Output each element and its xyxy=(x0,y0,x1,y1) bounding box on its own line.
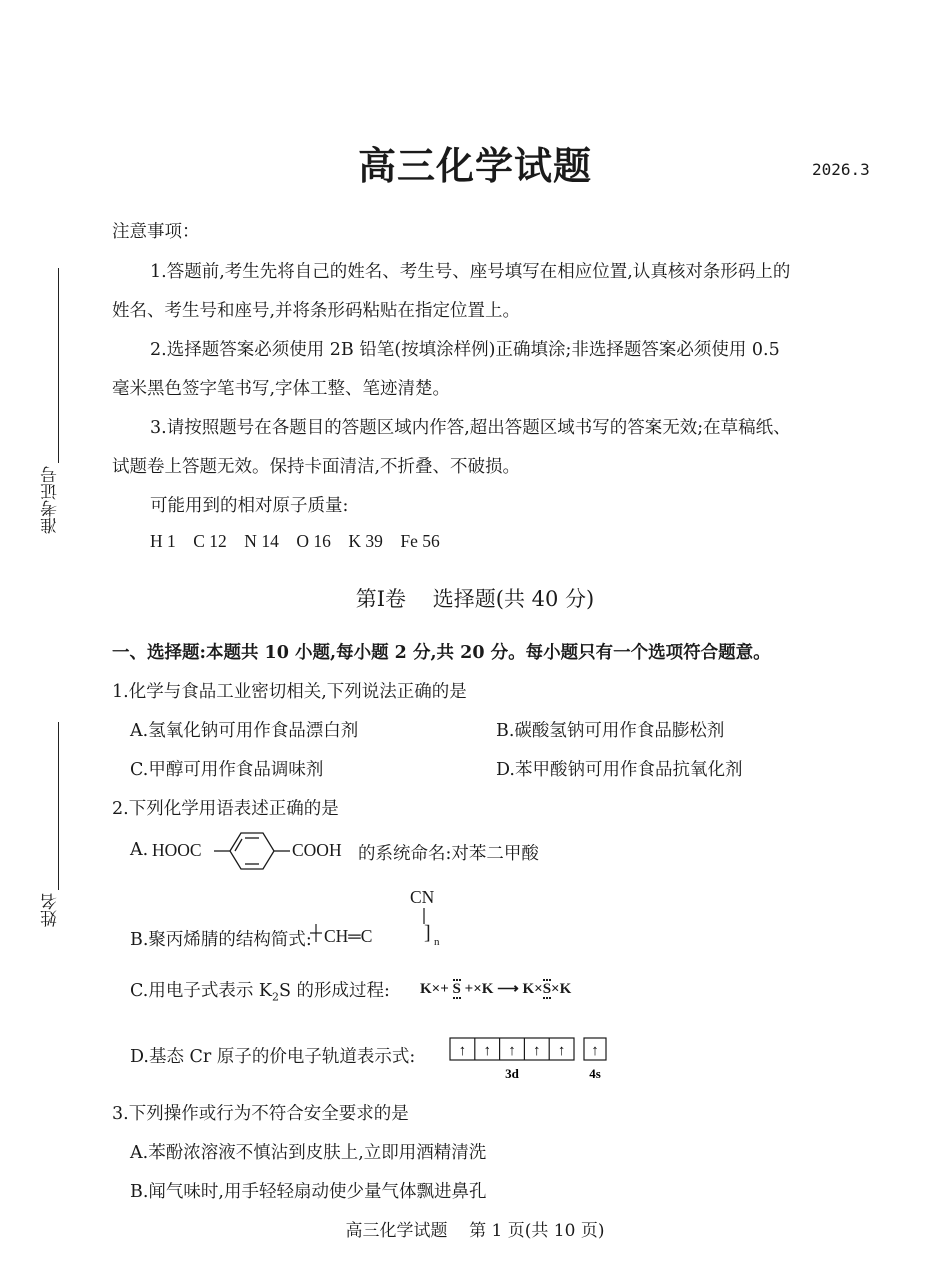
ed-arrow: ⟶ xyxy=(497,981,519,997)
q2-option-d-text: D.基态 Cr 原子的价电子轨道表示式: xyxy=(130,1047,416,1067)
exam-id-line xyxy=(58,268,59,463)
benzene-ring-diagram xyxy=(214,829,294,873)
page-title: 高三化学试题 xyxy=(357,144,592,188)
orbital-arrow-4: ↑ xyxy=(533,1043,541,1059)
orbital-arrow-1: ↑ xyxy=(458,1043,467,1059)
ed-k2: K xyxy=(481,981,494,997)
ed-x3: × xyxy=(534,981,543,997)
electron-dot-formation xyxy=(420,979,571,998)
q1-option-d: D.苯甲酸钠可用作食品抗氧化剂 xyxy=(496,760,743,780)
ed-plus2: + xyxy=(464,981,474,997)
ed-x1: × xyxy=(431,981,441,997)
q3-option-b: B.闻气味时,用手轻轻扇动使少量气体飘进鼻孔 xyxy=(130,1182,487,1202)
atomic-mass-values: H 1 C 12 N 14 O 16 K 39 Fe 56 xyxy=(150,531,440,551)
ed-k4: K xyxy=(559,981,572,997)
notice-item3-line2: 试题卷上答题无效。保持卡面清洁,不折叠、不破损。 xyxy=(112,457,521,477)
exam-date: 2026.3 xyxy=(812,160,870,179)
q2-c-prefix: C.用电子式表示 K xyxy=(130,981,272,1001)
atomic-mass-label: 可能用到的相对原子质量: xyxy=(150,496,349,516)
notice-heading: 注意事项： xyxy=(112,222,200,242)
ed-x4: × xyxy=(551,981,560,997)
notice-item3-line1: 3.请按照题号在各题目的答题区域内作答,超出答题区域书写的答案无效;在草稿纸、 xyxy=(150,418,791,438)
notice-item2-line1: 2.选择题答案必须使用 2B 铅笔(按填涂样例)正确填涂;非选择题答案必须使用 0.5 xyxy=(150,340,780,360)
q2-c-suffix: S 的形成过程: xyxy=(278,981,390,1001)
name-line xyxy=(58,722,59,890)
q2-c-subscript: 2 xyxy=(271,990,279,1004)
page-footer: 高三化学试题 第 1 页(共 10 页) xyxy=(345,1221,605,1241)
ed-s2: S xyxy=(542,981,552,997)
q1-option-a: A.氢氧化钠可用作食品漂白剂 xyxy=(130,721,359,741)
orbital-diagram xyxy=(448,1036,608,1080)
section-title: 第Ⅰ卷 选择题(共 40 分) xyxy=(355,587,595,611)
q2-option-a-label: A. xyxy=(130,840,149,860)
q2-b-substituent: CN xyxy=(410,887,435,907)
name-label: 姓名 xyxy=(41,893,61,927)
q1-option-c: C.甲醇可用作食品调味剂 xyxy=(130,760,324,780)
q2-a-text: 的系统命名:对苯二甲酸 xyxy=(358,844,539,864)
q1-stem: 1.化学与食品工业密切相关,下列说法正确的是 xyxy=(112,682,467,702)
ed-k1: K xyxy=(420,981,432,997)
notice-item2-line2: 毫米黑色签字笔书写,字体工整、笔迹清楚。 xyxy=(112,379,451,399)
q3-option-a: A.苯酚浓溶液不慎沾到皮肤上,立即用酒精清洗 xyxy=(130,1143,487,1163)
exam-id-label: 准考证号 xyxy=(41,466,61,534)
q2-a-left-group: HOOC xyxy=(152,840,202,860)
orbital-arrow-3: ↑ xyxy=(508,1043,516,1059)
q2-a-right-group: COOH xyxy=(292,840,342,860)
orbital-arrow-5: ↑ xyxy=(557,1043,566,1059)
section-instructions: 一、选择题:本题共 10 小题,每小题 2 分,共 20 分。每小题只有一个选项符合题意。 xyxy=(112,643,771,663)
ed-s1: S xyxy=(452,981,461,997)
q2-stem: 2.下列化学用语表述正确的是 xyxy=(112,799,339,819)
orbital-arrow-6: ↑ xyxy=(591,1043,599,1059)
orbital-label-4s: 4s xyxy=(589,1066,601,1080)
orbital-label-3d: 3d xyxy=(505,1066,519,1080)
ed-x2: × xyxy=(473,981,482,997)
q1-option-b: B.碳酸氢钠可用作食品膨松剂 xyxy=(496,721,725,741)
notice-item1-line1: 1.答题前,考生先将自己的姓名、考生号、座号填写在相应位置,认真核对条形码上的 xyxy=(150,262,791,282)
ed-plus1: + xyxy=(440,981,449,997)
orbital-arrow-2: ↑ xyxy=(483,1043,491,1059)
q2-b-chain: CH═C xyxy=(324,926,373,946)
q2-b-close-bracket: ] xyxy=(424,922,431,944)
notice-item1-line2: 姓名、考生号和座号,并将条形码粘贴在指定位置上。 xyxy=(112,301,521,321)
q2-option-b-text: B.聚丙烯腈的结构简式: xyxy=(130,930,312,950)
q2-option-c-text xyxy=(130,977,390,1004)
q2-b-n: n xyxy=(434,936,440,948)
ed-k3: K xyxy=(522,981,535,997)
q3-stem: 3.下列操作或行为不符合安全要求的是 xyxy=(112,1104,409,1124)
